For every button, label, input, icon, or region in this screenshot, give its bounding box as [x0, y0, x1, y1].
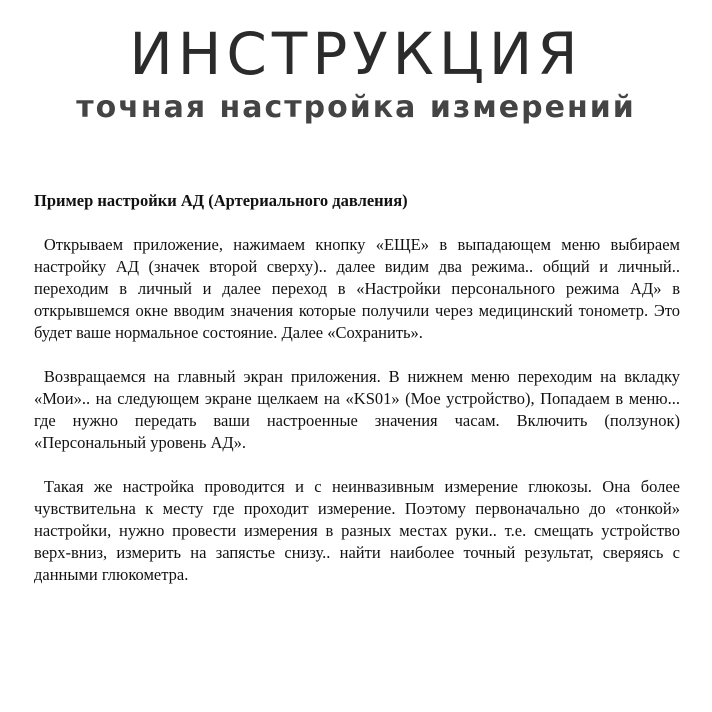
- instruction-body: [34, 190, 680, 608]
- page-subtitle: точная настройка измерений: [76, 90, 636, 125]
- paragraph-bp-setup: Открываем приложение, нажимаем кнопку «ЕЩЕ» в выпадающем меню выбираем настройку АД (значек второй сверху).. далее видим два режима.. общий и личный.. переходим в личный и далее переход в «Настройки персонального режима АД» в открывшемся окне вводим значения которые получили через медицинский тонометр. Это будет ваше нормальное состояние. Далее «Сохранить».: [34, 235, 680, 342]
- section-heading: Пример настройки АД (Артериального давления): [34, 191, 408, 210]
- paragraph-device-sync: Возвращаемся на главный экран приложения. В нижнем меню переходим на вкладку «Мои».. на следующем экране щелкаем на «KS01» (Мое устройство), Попадаем в меню... где нужно передать ваши настроенные значения часам. Включить (ползунок) «Персональный уровень АД».: [34, 367, 680, 452]
- page-title: ИНСТРУКЦИЯ: [129, 20, 583, 88]
- paragraph-glucose-setup: Такая же настройка проводится и с неинвазивным измерение глюкозы. Она более чувствительна к месту где проходит измерение. Поэтому первоначально до «тонкой» настройки, нужно провести измерения в разных местах руки.. т.е. смещать устройство верх-вниз, измерить на запястье снизу.. найти наиболее точный результат, сверяясь с данными глюкометра.: [34, 477, 680, 584]
